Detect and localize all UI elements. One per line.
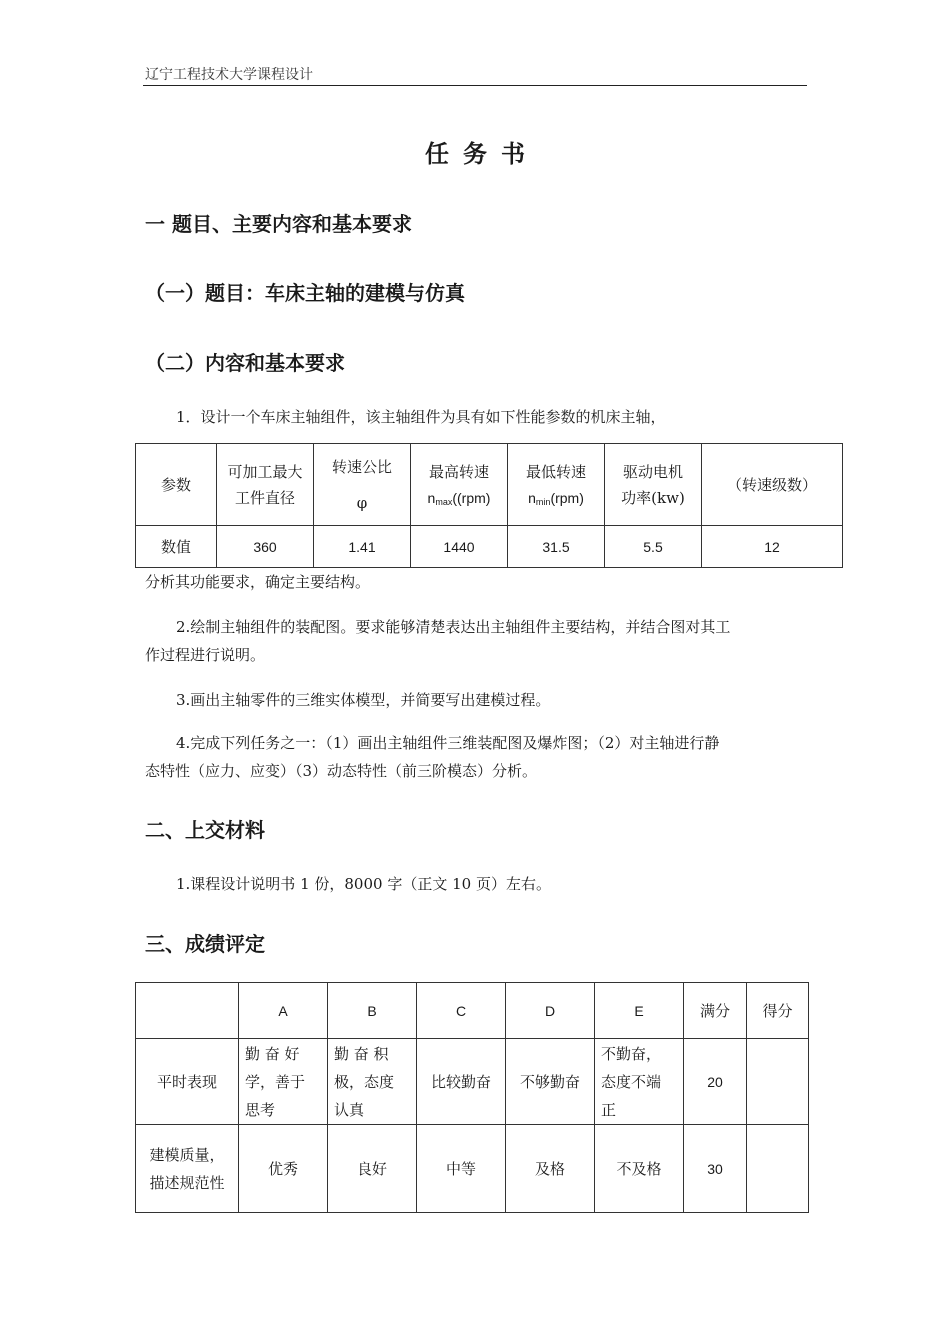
param-col-speed-steps: （转速级数） bbox=[702, 444, 843, 526]
grade-row1-b-l1: 勤 奋 积 bbox=[334, 1044, 389, 1063]
grade-row2-label-l1: 建模质量， bbox=[149, 1145, 225, 1164]
paragraph-4-line-1: 4.完成下列任务之一：（1）画出主轴组件三维装配图及爆炸图；（2）对主轴进行静 bbox=[176, 734, 720, 752]
param-col-motor-power bbox=[605, 444, 702, 526]
grade-header-blank bbox=[136, 983, 239, 1039]
section-1b-heading: （二）内容和基本要求 bbox=[145, 351, 345, 375]
min-speed-symbol: n bbox=[528, 489, 536, 506]
grade-row1-label: 平时表现 bbox=[136, 1039, 239, 1125]
header-school-name: 辽宁工程技术大学课程设计 bbox=[145, 67, 313, 83]
paragraph-2-line-1: 2.绘制主轴组件的装配图。要求能够清楚表达出主轴组件主要结构，并结合图对其工 bbox=[176, 618, 731, 636]
grade-table bbox=[135, 982, 809, 1213]
param-col-max-diameter-l2: 工件直径 bbox=[234, 488, 295, 507]
param-col-speed-ratio-l1: 转速公比 bbox=[331, 457, 392, 476]
max-speed-subscript: max bbox=[435, 496, 453, 507]
max-speed-symbol: n bbox=[427, 489, 436, 506]
grade-header-e: E bbox=[595, 983, 684, 1039]
grade-header-score: 得分 bbox=[747, 983, 809, 1039]
grade-header-b: B bbox=[328, 983, 417, 1039]
param-col-max-speed bbox=[411, 444, 508, 526]
section-1a-heading: （一）题目：车床主轴的建模与仿真 bbox=[145, 281, 465, 305]
param-col-max-diameter-l1: 可加工最大 bbox=[227, 462, 303, 481]
param-col-min-speed bbox=[508, 444, 605, 526]
param-col-motor-power-l1: 驱动电机 bbox=[622, 462, 683, 481]
grade-row2-label bbox=[136, 1125, 239, 1213]
grade-row1-e-l2: 态度不端 bbox=[601, 1072, 662, 1091]
grade-row2-score bbox=[747, 1125, 809, 1213]
grade-row1-c: 比较勤奋 bbox=[417, 1039, 506, 1125]
grade-row2-full-score: 30 bbox=[684, 1125, 747, 1213]
grade-row2-c: 中等 bbox=[417, 1125, 506, 1213]
grade-header-full-score: 满分 bbox=[684, 983, 747, 1039]
value-speed-steps: 12 bbox=[702, 526, 843, 568]
value-max-speed: 1440 bbox=[411, 526, 508, 568]
param-col-max-diameter bbox=[217, 444, 314, 526]
value-min-speed: 31.5 bbox=[508, 526, 605, 568]
grade-header-d: D bbox=[506, 983, 595, 1039]
max-speed-unit: ((rpm) bbox=[452, 489, 491, 506]
parameter-table bbox=[135, 443, 843, 568]
param-col-speed-ratio bbox=[314, 444, 411, 526]
header-divider bbox=[143, 85, 807, 86]
paragraph-1-continued: 分析其功能要求，确定主要结构。 bbox=[145, 573, 371, 591]
section-1-heading: 一 题目、主要内容和基本要求 bbox=[145, 212, 412, 236]
min-speed-unit: (rpm) bbox=[550, 489, 584, 506]
grade-row2-b: 良好 bbox=[328, 1125, 417, 1213]
param-col-speed-ratio-l2: φ bbox=[356, 493, 368, 512]
paragraph-1: 1．设计一个车床主轴组件，该主轴组件为具有如下性能参数的机床主轴， bbox=[176, 408, 666, 426]
param-col-motor-power-l2: 功率(kw) bbox=[621, 488, 685, 507]
grade-row1-b-l3: 认真 bbox=[334, 1100, 365, 1119]
grade-row2-e: 不及格 bbox=[595, 1125, 684, 1213]
grade-row1-score bbox=[747, 1039, 809, 1125]
grade-row1-e-l1: 不勤奋， bbox=[601, 1044, 662, 1063]
grade-row1-b bbox=[328, 1039, 417, 1125]
section-2-heading: 二、上交材料 bbox=[145, 818, 265, 842]
grade-row2-d: 及格 bbox=[506, 1125, 595, 1213]
grade-row2-a: 优秀 bbox=[239, 1125, 328, 1213]
grade-row1-d: 不够勤奋 bbox=[506, 1039, 595, 1125]
section-2-paragraph: 1.课程设计说明书 1 份，8000 字（正文 10 页）左右。 bbox=[176, 875, 551, 893]
value-motor-power: 5.5 bbox=[605, 526, 702, 568]
paragraph-3: 3.画出主轴零件的三维实体模型，并简要写出建模过程。 bbox=[176, 691, 551, 709]
paragraph-4-line-2: 态特性（应力、应变）（3）动态特性（前三阶模态）分析。 bbox=[145, 762, 538, 780]
paragraph-2-line-2: 作过程进行说明。 bbox=[145, 646, 266, 664]
grade-row2-label-l2: 描述规范性 bbox=[149, 1173, 225, 1192]
param-row-label: 参数 bbox=[136, 444, 217, 526]
min-speed-subscript: min bbox=[535, 496, 551, 507]
grade-row1-full-score: 20 bbox=[684, 1039, 747, 1125]
param-col-min-speed-l2 bbox=[514, 485, 598, 511]
page-title: 任务书 bbox=[425, 139, 539, 168]
value-row-label: 数值 bbox=[136, 526, 217, 568]
value-speed-ratio: 1.41 bbox=[314, 526, 411, 568]
grade-row1-b-l2: 极，态度 bbox=[334, 1072, 395, 1091]
param-col-max-speed-l1: 最高转速 bbox=[428, 462, 489, 481]
param-col-max-speed-l2 bbox=[417, 485, 501, 511]
grade-header-a: A bbox=[239, 983, 328, 1039]
grade-header-c: C bbox=[417, 983, 506, 1039]
grade-row1-e-l3: 正 bbox=[601, 1100, 617, 1119]
param-col-min-speed-l1: 最低转速 bbox=[525, 462, 586, 481]
grade-row1-e bbox=[595, 1039, 684, 1125]
grade-row1-a-l1: 勤 奋 好 bbox=[245, 1044, 300, 1063]
grade-row1-a bbox=[239, 1039, 328, 1125]
section-3-heading: 三、成绩评定 bbox=[145, 932, 265, 956]
grade-row1-a-l2: 学，善于 bbox=[245, 1072, 306, 1091]
grade-row1-a-l3: 思考 bbox=[245, 1100, 276, 1119]
value-max-diameter: 360 bbox=[217, 526, 314, 568]
